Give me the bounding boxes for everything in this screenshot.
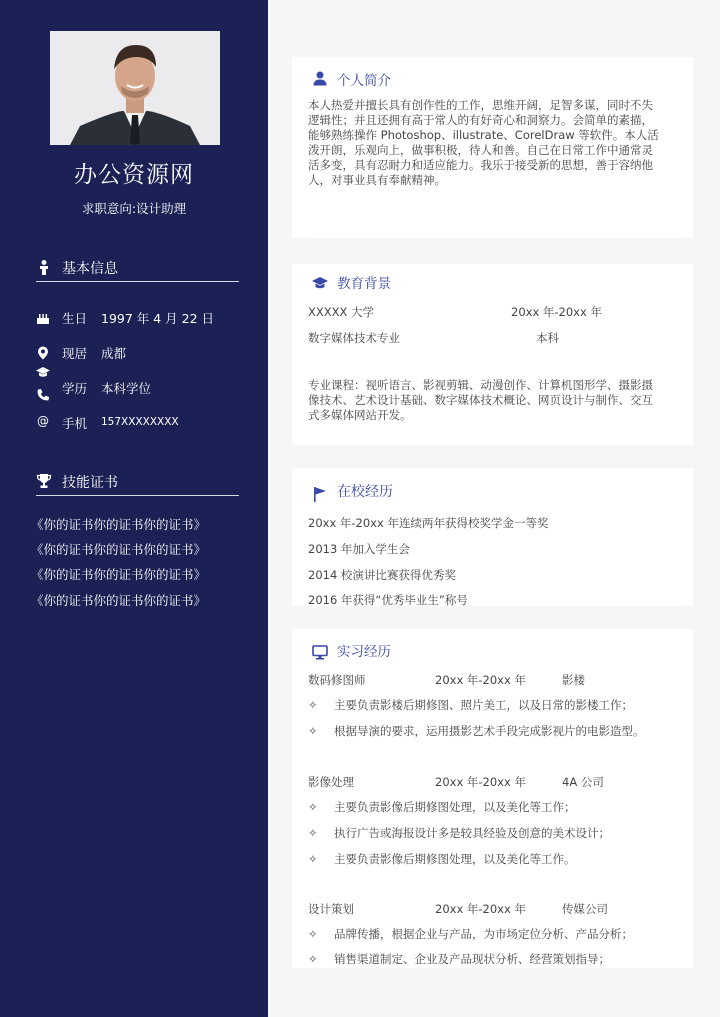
job-company: 4A 公司 — [562, 775, 604, 789]
svg-text:@: @ — [37, 414, 49, 428]
job-duty: ✧ 销售渠道制定、企业及产品现状分析、经营策划指导； — [308, 952, 610, 966]
job-duty: ✧ 主要负责影楼后期修图、照片美工，以及日常的影楼工作； — [308, 698, 633, 712]
sparkle-bullet-icon: ✧ — [308, 724, 318, 738]
job-duty: ✧ 执行广告或海报设计多是较具经验及创意的美术设计； — [308, 826, 610, 840]
user-icon — [312, 70, 328, 86]
flag-icon — [312, 486, 328, 502]
education-card: 教育背景 XXXXX 大学 20xx 年-20xx 年 数字媒体技术专业 本科 专业课程：视听语言、影视剪辑、动漫创作、计算机图形学、摄影摄 像技术、艺术设计基础、数字媒体技术概论、网页设计与制作、交互 式多媒体网站开发。 — [292, 264, 693, 445]
job-title: 数码修图师 — [308, 673, 366, 687]
sparkle-bullet-icon: ✧ — [308, 826, 318, 840]
profile-card: 个人简介 本人热爱并擅长具有创作性的工作，思维开阔，足智多谋，同时不失 逻辑性；并且还拥有高于常人的有好奇心和洞察力。会简单的素描， 能够熟练操作 Photoshop、illustrate、CorelDraw 等软件。本人活 泼开朗，乐观向上，做事积极，待人和善。自己在日常工作中通常灵 活多变，具有忍耐力和适应能力。我乐于接受新的思想，善于容纳他 人，对事业具有奉献精神。 — [292, 57, 693, 238]
courses-text: 专业课程：视听语言、影视剪辑、动漫创作、计算机图形学、摄影摄 像技术、艺术设计基础、数字媒体技术概论、网页设计与制作、交互 式多媒体网站开发。 — [308, 378, 653, 422]
cake-icon — [36, 311, 50, 325]
certificate-item: 《你的证书你的证书你的证书》 — [31, 517, 207, 532]
campus-item: 2014 校演讲比赛获得优秀奖 — [308, 568, 456, 582]
trophy-icon — [36, 473, 52, 489]
job-period: 20xx 年-20xx 年 — [435, 902, 526, 916]
campus-item: 20xx 年-20xx 年连续两年获得校奖学金一等奖 — [308, 516, 549, 530]
campus-item: 2013 年加入学生会 — [308, 542, 410, 556]
sidebar: 办公资源网 求职意向:设计助理 基本信息 生日 1997 年 4 月 22 日 现居 成都 学历 本科学位 @ 手机 157XXXXXXXX 技能证书 《你的证书你的证书你的证书》 《你的证书你的证书你的证书》 《你的证书你的证书你的证书》 《你的证书你的证书你的证书》 — [0, 0, 268, 1017]
certificate-item: 《你的证书你的证书你的证书》 — [31, 593, 207, 608]
major: 数字媒体技术专业 — [308, 331, 400, 345]
campus-card: 在校经历 20xx 年-20xx 年连续两年获得校奖学金一等奖 2013 年加入学生会 2014 校演讲比赛获得优秀奖 2016 年获得“优秀毕业生”称号 — [292, 468, 693, 606]
candidate-name: 办公资源网 — [74, 162, 194, 188]
job-period: 20xx 年-20xx 年 — [435, 775, 526, 789]
certificate-item: 《你的证书你的证书你的证书》 — [31, 542, 207, 557]
graduation-cap-icon — [36, 365, 50, 379]
sparkle-bullet-icon: ✧ — [308, 698, 318, 712]
degree: 本科 — [536, 331, 559, 345]
profile-text: 本人热爱并擅长具有创作性的工作，思维开阔，足智多谋，同时不失 逻辑性；并且还拥有高于常人的有好奇心和洞察力。会简单的素描， 能够熟练操作 Photoshop、illustrate、CorelDraw 等软件。本人活 泼开朗，乐观向上，做事积极，待人和善。自己在日常工作中通常灵 活多变，具有忍耐力和适应能力。我乐于接受新的思想，善于容纳他 人，对事业具有奉献精神。 — [308, 98, 659, 187]
job-duty: ✧ 主要负责影像后期修图处理，以及美化等工作； — [308, 800, 576, 814]
sparkle-bullet-icon: ✧ — [308, 952, 318, 966]
job-title: 影像处理 — [308, 775, 354, 789]
person-icon — [36, 259, 52, 275]
sparkle-bullet-icon: ✧ — [308, 800, 318, 814]
education-period: 20xx 年-20xx 年 — [511, 305, 602, 319]
email-at-icon — [36, 414, 50, 428]
job-duty: ✧ 根据导演的要求，运用摄影艺术手段完成影视片的电影造型。 — [308, 724, 645, 738]
profile-photo — [50, 31, 220, 145]
job-title: 设计策划 — [308, 902, 354, 916]
job-period: 20xx 年-20xx 年 — [435, 673, 526, 687]
job-company: 传媒公司 — [562, 902, 608, 916]
certificates-heading: 技能证书 — [36, 472, 239, 496]
certificate-item: 《你的证书你的证书你的证书》 — [31, 567, 207, 582]
job-objective: 求职意向:设计助理 — [81, 201, 187, 216]
job-duty: ✧ 主要负责影像后期修图处理，以及美化等工作。 — [308, 852, 576, 866]
school-name: XXXXX 大学 — [308, 305, 375, 319]
graduation-cap-icon — [312, 275, 328, 291]
location-pin-icon — [36, 346, 50, 360]
sparkle-bullet-icon: ✧ — [308, 927, 318, 941]
monitor-icon — [312, 644, 328, 660]
job-duty: ✧ 品牌传播，根据企业与产品，为市场定位分析、产品分析； — [308, 927, 633, 941]
phone-icon — [36, 388, 50, 402]
campus-item: 2016 年获得“优秀毕业生”称号 — [308, 593, 468, 607]
job-company: 影楼 — [562, 673, 585, 687]
internship-card: 实习经历 数码修图师 20xx 年-20xx 年 影楼 ✧ 主要负责影楼后期修图、照片美工，以及日常的影楼工作； ✧ 根据导演的要求，运用摄影艺术手段完成影视片的电影造型。 影像处理 20xx 年-20xx 年 4A 公司 ✧ 主要负责影像后期修图处理，以及美化等工作； ✧ 执行广告或海报设计多是较具经验及创意的美术设计； ✧ 主要负责影像后期修图处理，以及美化等工作。 设计策划 20xx 年-20xx 年 传媒公司 ✧ 品牌传播，根据企业与产品，为市场定位分析、产品分析； ✧ 销售渠道制定、企业及产品现状分析、经营策划指导； — [292, 629, 693, 968]
basic-info-heading: 基本信息 — [36, 258, 239, 282]
sparkle-bullet-icon: ✧ — [308, 852, 318, 866]
